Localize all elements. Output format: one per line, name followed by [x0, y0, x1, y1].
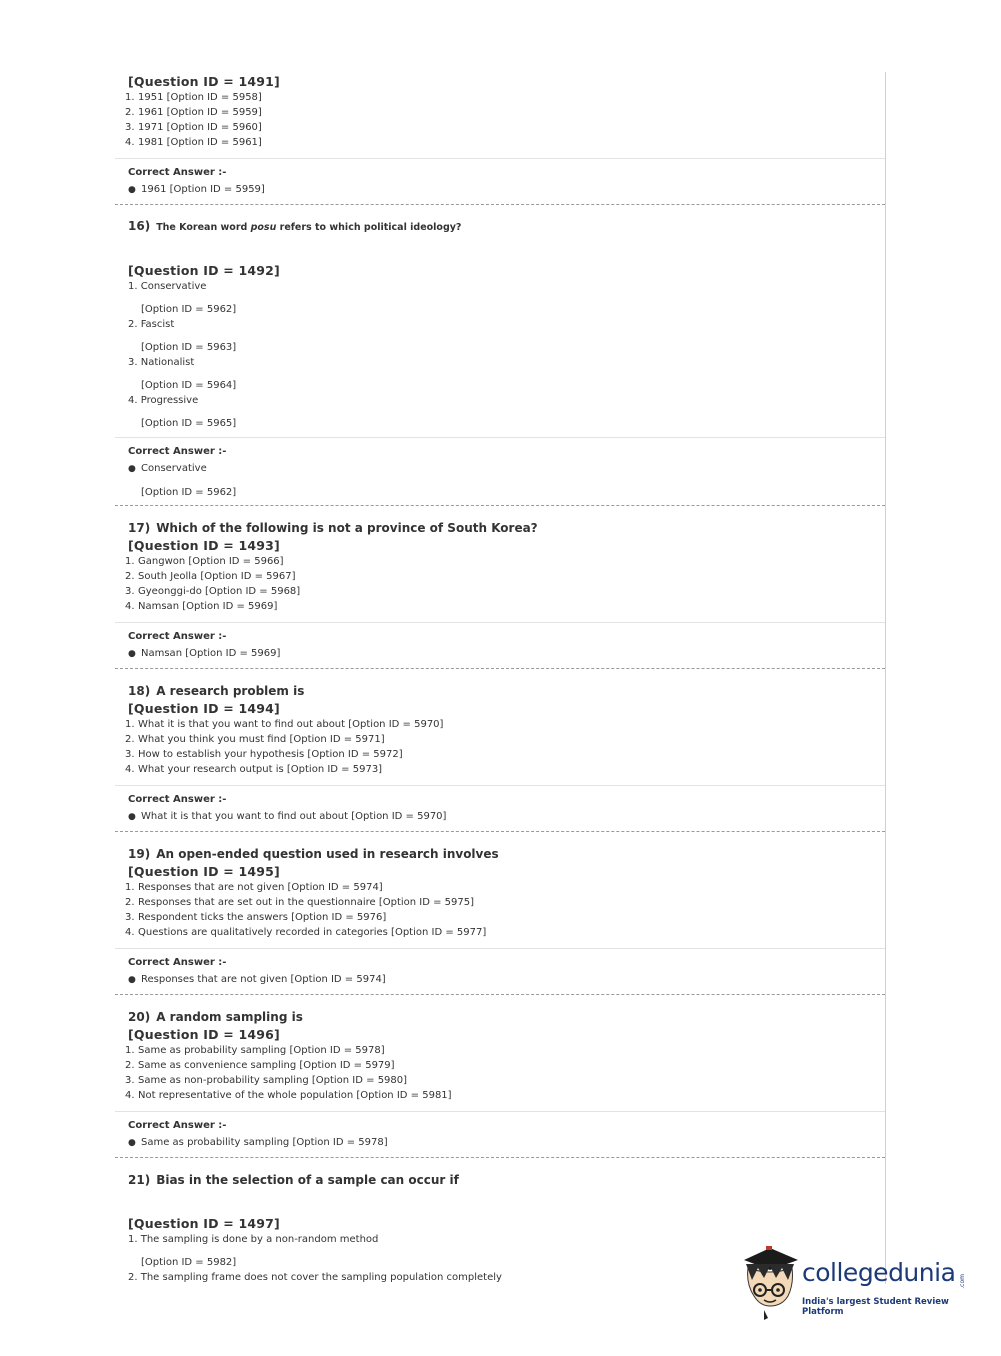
option: 3. How to establish your hypothesis [Option ID = 5972] [125, 749, 403, 760]
question-id: [Question ID = 1496] [128, 1027, 280, 1042]
question-17 [115, 506, 885, 614]
correct-answer-16 [115, 438, 885, 500]
question-id: [Question ID = 1494] [128, 701, 280, 716]
logo-tagline: India's largest Student Review Platform [802, 1297, 949, 1317]
correct-answer-value: ● Responses that are not given [Option ID = 5974] [128, 972, 885, 988]
question-18 [115, 669, 885, 777]
option: 4. What your research output is [Option ID = 5973] [125, 764, 383, 775]
question-title: 21) Bias in the selection of a sample can occur if [128, 1173, 459, 1187]
question-id: [Question ID = 1495] [128, 864, 280, 879]
correct-answer-15 [115, 159, 885, 198]
correct-answer-value: ● Conservative [128, 461, 885, 477]
question-title: 17) Which of the following is not a province of South Korea? [128, 521, 538, 535]
correct-answer-label: Correct Answer :- [128, 1120, 227, 1131]
question-title: 16) The Korean word posu refers to which political ideology? [128, 219, 462, 233]
option-id: [Option ID = 5964] [141, 380, 237, 391]
option-id: [Option ID = 5963] [141, 342, 237, 353]
option: 3. Same as non-probability sampling [Option ID = 5980] [125, 1075, 408, 1086]
question-20 [115, 995, 885, 1103]
question-16 [115, 205, 885, 431]
options-list [125, 90, 885, 150]
option-id: [Option ID = 5962] [141, 304, 237, 315]
question-15 [115, 72, 885, 150]
option: 3. Respondent ticks the answers [Option ID = 5976] [125, 912, 387, 923]
correct-answer-label: Correct Answer :- [128, 446, 227, 457]
correct-answer-label: Correct Answer :- [128, 167, 227, 178]
option-id: [Option ID = 5982] [141, 1257, 237, 1268]
option: 4. 1981 [Option ID = 5961] [125, 137, 262, 148]
bullet-icon: ● [128, 185, 136, 195]
option: 4. Namsan [Option ID = 5969] [125, 601, 278, 612]
logo-wordmark: collegedunia [802, 1258, 956, 1287]
question-title: 19) An open-ended question used in research involves [128, 847, 499, 861]
bullet-icon: ● [128, 1138, 136, 1148]
option: 3. 1971 [Option ID = 5960] [125, 122, 262, 133]
option: 2. Fascist [128, 319, 175, 330]
option: 1. Gangwon [Option ID = 5966] [125, 556, 284, 567]
question-id: [Question ID = 1493] [128, 538, 280, 553]
option: 2. What you think you must find [Option ID = 5971] [125, 734, 385, 745]
question-id: [Question ID = 1491] [128, 74, 280, 89]
options-list [125, 717, 885, 777]
options-list [125, 880, 885, 940]
correct-answer-id: [Option ID = 5962] [141, 487, 237, 498]
bullet-icon: ● [128, 464, 136, 474]
option: 4. Progressive [128, 395, 199, 406]
correct-answer-20 [115, 1112, 885, 1151]
question-id: [Question ID = 1497] [128, 1216, 280, 1231]
question-19 [115, 832, 885, 940]
option: 3. Nationalist [128, 357, 195, 368]
option: 2. 1961 [Option ID = 5959] [125, 107, 262, 118]
correct-answer-value: ● 1961 [Option ID = 5959] [128, 182, 885, 198]
question-title: 18) A research problem is [128, 684, 305, 698]
correct-answer-label: Correct Answer :- [128, 631, 227, 642]
correct-answer-value: ● Namsan [Option ID = 5969] [128, 646, 885, 662]
question-title: 20) A random sampling is [128, 1010, 303, 1024]
correct-answer-label: Correct Answer :- [128, 957, 227, 968]
bullet-icon: ● [128, 649, 136, 659]
question-paper [115, 72, 886, 1284]
option: 3. Gyeonggi-do [Option ID = 5968] [125, 586, 301, 597]
bullet-icon: ● [128, 975, 136, 985]
correct-answer-18 [115, 786, 885, 825]
option: 1. Same as probability sampling [Option ID = 5978] [125, 1045, 385, 1056]
question-id: [Question ID = 1492] [128, 263, 280, 278]
option-id: [Option ID = 5965] [141, 418, 237, 429]
correct-answer-value: ● What it is that you want to find out about [Option ID = 5970] [128, 809, 885, 825]
mascot-icon [740, 1246, 802, 1324]
collegedunia-logo [740, 1246, 980, 1324]
logo-dotcom: .com [959, 1274, 966, 1289]
correct-answer-17 [115, 623, 885, 662]
options-list [125, 1043, 885, 1103]
options-list [125, 554, 885, 614]
option: 2. Same as convenience sampling [Option ID = 5979] [125, 1060, 395, 1071]
correct-answer-value: ● Same as probability sampling [Option ID = 5978] [128, 1135, 885, 1151]
option: 1. Conservative [128, 281, 207, 292]
option: 2. Responses that are set out in the questionnaire [Option ID = 5975] [125, 897, 475, 908]
option: 4. Questions are qualitatively recorded in categories [Option ID = 5977] [125, 927, 487, 938]
option: 1. 1951 [Option ID = 5958] [125, 92, 262, 103]
option: 4. Not representative of the whole population [Option ID = 5981] [125, 1090, 452, 1101]
correct-answer-19 [115, 949, 885, 988]
option: 1. The sampling is done by a non-random method [128, 1234, 379, 1245]
option: 2. The sampling frame does not cover the sampling population completely [128, 1272, 502, 1283]
bullet-icon: ● [128, 812, 136, 822]
option: 1. What it is that you want to find out about [Option ID = 5970] [125, 719, 444, 730]
option: 2. South Jeolla [Option ID = 5967] [125, 571, 296, 582]
correct-answer-label: Correct Answer :- [128, 794, 227, 805]
option: 1. Responses that are not given [Option ID = 5974] [125, 882, 383, 893]
